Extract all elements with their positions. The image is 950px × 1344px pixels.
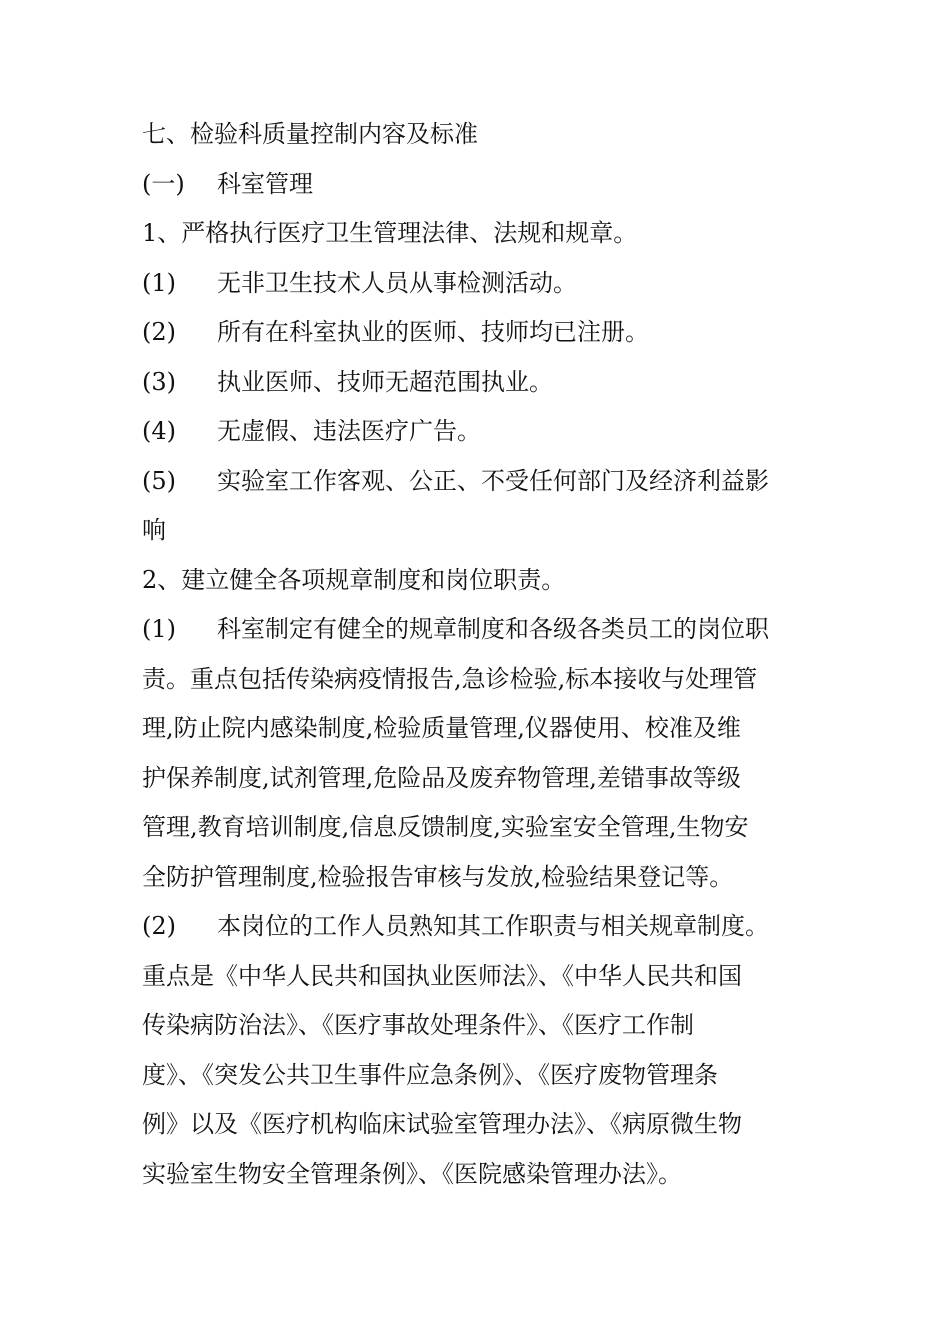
sub-number: (4) — [142, 417, 176, 445]
paragraph-line: 传染病防治法》、《医疗事故处理条件》、《医疗工作制 — [142, 1011, 694, 1039]
document-page — [142, 110, 814, 1199]
item-1-sub-5-continuation: 响 — [142, 516, 166, 544]
item-1-sub-3 — [142, 358, 814, 408]
sub-number: (1) — [142, 268, 176, 297]
section-heading — [142, 160, 814, 210]
document-title: 七、检验科质量控制内容及标准 — [142, 120, 478, 148]
paragraph-line: 全防护管理制度,检验报告审核与发放,检验结果登记等。 — [142, 862, 734, 891]
sub-number: (2) — [142, 318, 176, 346]
paragraph-line: 重点是《中华人民共和国执业医师法》、《中华人民共和国 — [142, 961, 742, 990]
sub-number: (5) — [142, 466, 176, 495]
paragraph-line: 管理,教育培训制度,信息反馈制度,实验室安全管理,生物安 — [142, 813, 749, 841]
item-2-sub-2 — [142, 902, 814, 952]
paragraph-line: 护保养制度,试剂管理,危险品及废弃物管理,差错事故等级 — [142, 763, 741, 792]
item-1-sub-1 — [142, 259, 814, 309]
paragraph-line: 责。重点包括传染病疫情报告,急诊检验,标本接收与处理管 — [142, 664, 758, 693]
section-number: (一) — [142, 169, 185, 198]
sub-text: 所有在科室执业的医师、技师均已注册。 — [217, 318, 649, 346]
sub-number: (2) — [142, 912, 176, 940]
paragraph-line: 理,防止院内感染制度,检验质量管理,仪器使用、校准及维 — [142, 714, 741, 742]
sub-text: 执业医师、技师无超范围执业。 — [217, 367, 553, 396]
item-1-heading: 1、严格执行医疗卫生管理法律、法规和规章。 — [142, 219, 638, 247]
sub-number: (3) — [142, 367, 176, 396]
item-2-sub-1 — [142, 605, 814, 655]
item-1-sub-2 — [142, 308, 814, 358]
sub-text: 无虚假、违法医疗广告。 — [217, 417, 481, 445]
sub-number: (1) — [142, 615, 176, 643]
item-2-heading: 2、建立健全各项规章制度和岗位职责。 — [142, 565, 566, 594]
sub-text: 实验室工作客观、公正、不受任何部门及经济利益影 — [217, 466, 769, 495]
sub-text: 科室制定有健全的规章制度和各级各类员工的岗位职 — [217, 615, 769, 643]
paragraph-line: 实验室生物安全管理条例》、《医院感染管理办法》。 — [142, 1159, 682, 1188]
paragraph-line: 度》、《突发公共卫生事件应急条例》、《医疗废物管理条 — [142, 1060, 718, 1089]
sub-text: 无非卫生技术人员从事检测活动。 — [217, 268, 577, 297]
item-1-sub-5 — [142, 457, 814, 507]
item-1-sub-4 — [142, 407, 814, 457]
section-text: 科室管理 — [217, 169, 313, 198]
sub-text: 本岗位的工作人员熟知其工作职责与相关规章制度。 — [217, 912, 769, 940]
paragraph-line: 例》以及《医疗机构临床试验室管理办法》、《病原微生物 — [142, 1110, 742, 1138]
